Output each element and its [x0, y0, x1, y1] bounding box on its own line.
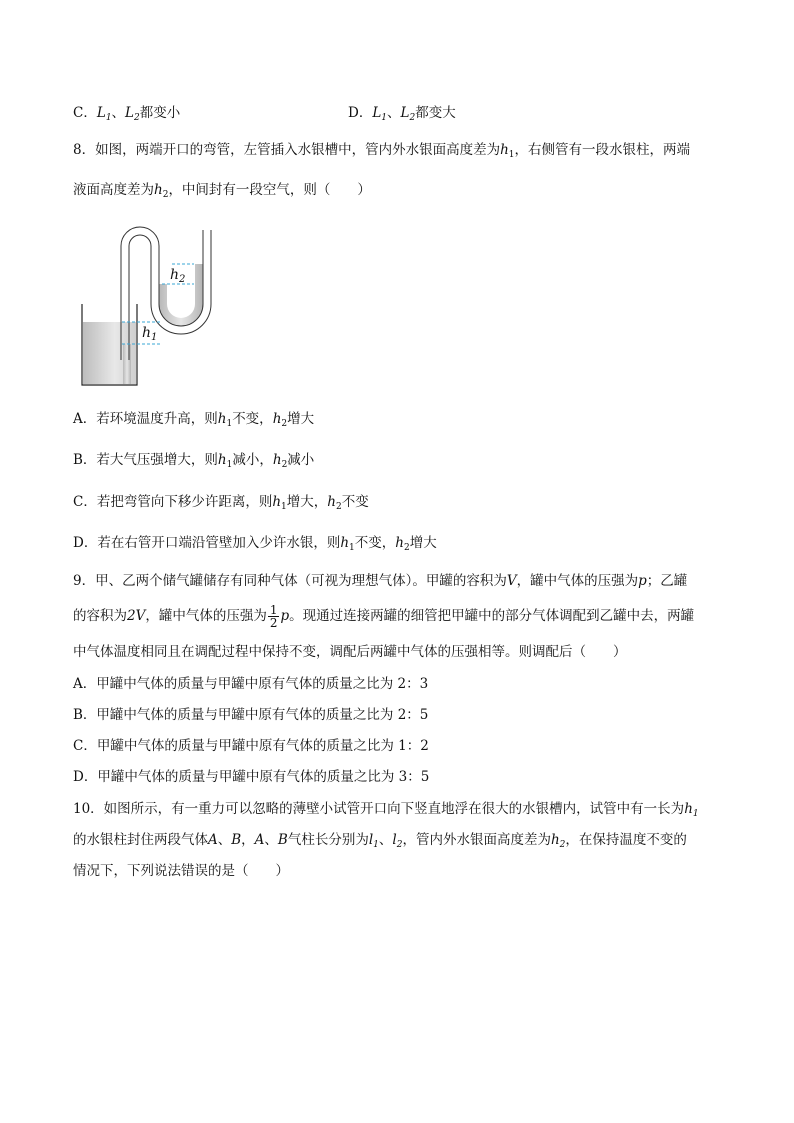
text: D．甲罐中气体的质量与甲罐中原有气体的质量之比为 3：5 [73, 769, 430, 785]
var-2V: 2V [127, 608, 146, 624]
var: L [372, 105, 382, 121]
var: L [125, 105, 135, 121]
text: 的水银柱封住两段气体 [73, 832, 208, 848]
fraction-one-half [268, 604, 280, 629]
sub: 1 [226, 419, 233, 429]
var-h: h [217, 411, 227, 427]
text: B．甲罐中气体的质量与甲罐中原有气体的质量之比为 2：5 [73, 707, 429, 723]
left-tube-mercury [123, 344, 131, 384]
text: 不变， [232, 411, 273, 427]
var-B: B [231, 832, 242, 848]
sep: 、 [264, 832, 278, 848]
sep: 、 [111, 105, 126, 121]
sep: 、 [378, 832, 393, 848]
text: D．若在右管开口端沿管壁加入少许水银，则 [73, 535, 341, 551]
text: 液面高度差为 [73, 182, 154, 198]
sub: 1 [508, 150, 515, 160]
text: 中气体温度相同且在调配过程中保持不变，调配后两罐中气体的压强相等。则调配后（ ） [73, 644, 627, 660]
sub: 2 [162, 190, 169, 200]
var: L [400, 105, 410, 121]
var-h: h [340, 535, 350, 551]
text: 不变， [354, 535, 396, 551]
var-l: l [368, 832, 374, 848]
sub: 1 [281, 502, 287, 512]
text: 的容积为 [73, 608, 127, 624]
option-text: 都变大 [415, 105, 456, 121]
var-l: l [392, 832, 397, 848]
text: 情况下，下列说法错误的是（ ） [73, 863, 289, 879]
q8-stem-line1 [73, 140, 690, 165]
text: 10．如图所示，有一重力可以忽略的薄壁小试管开口向下竖直地浮在很大的水银槽内，试管中有一长为 [73, 801, 685, 817]
text: A．若环境温度升高，则 [73, 411, 218, 427]
q8-option-d [73, 533, 437, 558]
sub: 1 [349, 543, 355, 553]
var-p: p [280, 608, 290, 624]
sep: 、 [387, 105, 401, 121]
text: ；乙罐 [646, 573, 688, 589]
sub: 1 [105, 113, 112, 123]
sep: 、 [217, 832, 232, 848]
var-A: A [208, 832, 218, 848]
option-prefix: C． [73, 105, 97, 121]
numerator: 1 [269, 603, 278, 617]
q9-option-a [73, 674, 428, 694]
var-h: h [154, 182, 163, 198]
q7-option-c [73, 103, 180, 128]
sub: 2 [281, 460, 288, 470]
text: 气柱长分别为 [287, 832, 369, 848]
text: C．若把弯管向下移少许距离，则 [73, 494, 273, 510]
var-B: B [277, 832, 288, 848]
q8-option-c [73, 492, 369, 517]
q8-option-a [73, 409, 314, 434]
var-h: h [500, 142, 509, 158]
text: ，管内外水银面高度差为 [402, 832, 551, 848]
text: C．甲罐中气体的质量与甲罐中原有气体的质量之比为 1：2 [73, 738, 429, 754]
text: 减小 [287, 452, 315, 468]
var-V: V [506, 573, 517, 589]
q9-option-d [73, 767, 429, 787]
var-h: h [217, 452, 227, 468]
var-h: h [395, 535, 404, 551]
text: 增大 [409, 535, 437, 551]
text: ，罐中气体的压强为 [516, 573, 639, 589]
sub: 1 [226, 460, 233, 470]
text: B．若大气压强增大，则 [73, 452, 218, 468]
q8-option-b [73, 450, 314, 475]
bent-tube-figure [78, 226, 218, 388]
var-h: h [272, 411, 282, 427]
q9-option-c [73, 736, 429, 756]
var: L [96, 105, 106, 121]
q9-stem-line2 [73, 604, 694, 629]
sub: 2 [403, 543, 410, 553]
text: 减小， [232, 452, 273, 468]
denominator: 2 [269, 616, 278, 630]
option-text: 都变小 [139, 105, 181, 121]
text: 增大， [286, 494, 328, 510]
text: ，中间封有一段空气，则（ ） [168, 182, 371, 198]
sub: 2 [559, 840, 566, 850]
sub: 2 [396, 840, 403, 850]
sub: 2 [134, 113, 140, 123]
q10-stem-line2 [73, 830, 687, 855]
q9-option-b [73, 705, 428, 725]
q7-option-d [348, 103, 456, 128]
var-h: h [272, 452, 282, 468]
sub: 1 [381, 113, 388, 123]
text: ，罐中气体的压强为 [145, 608, 267, 624]
var-h: h [327, 494, 336, 510]
sub: 1 [373, 840, 379, 850]
label-h2: $h_2$ [170, 267, 186, 285]
option-prefix: D． [348, 105, 373, 121]
var-h: h [684, 801, 693, 817]
sub: 2 [335, 502, 342, 512]
text: ， [241, 832, 255, 848]
sub: 2 [281, 419, 288, 429]
q9-stem-line1 [73, 571, 687, 591]
text: ，右侧管有一段水银柱，两端 [514, 142, 691, 158]
var-h: h [550, 832, 560, 848]
var-p: p [638, 573, 647, 589]
text: 9．甲、乙两个储气罐储存有同种气体（可视为理想气体）。甲罐的容积为 [73, 573, 507, 589]
q8-stem-line2 [73, 180, 371, 205]
text: ，在保持温度不变的 [565, 832, 687, 848]
q10-stem-line1 [73, 799, 699, 824]
q10-stem-line3 [73, 861, 289, 881]
label-h1: $h_1$ [142, 325, 158, 343]
sub: 2 [409, 113, 416, 123]
sub: 1 [692, 809, 699, 819]
var-h: h [272, 494, 282, 510]
q9-stem-line3 [73, 642, 627, 662]
text: 8．如图，两端开口的弯管，左管插入水银槽中，管内外水银面高度差为 [73, 142, 501, 158]
text: A．甲罐中气体的质量与甲罐中原有气体的质量之比为 2：3 [73, 676, 429, 692]
var-A: A [254, 832, 265, 848]
text: 不变 [341, 494, 369, 510]
text: 增大 [287, 411, 315, 427]
text: 。现通过连接两罐的细管把甲罐中的部分气体调配到乙罐中去，两罐 [289, 608, 695, 624]
